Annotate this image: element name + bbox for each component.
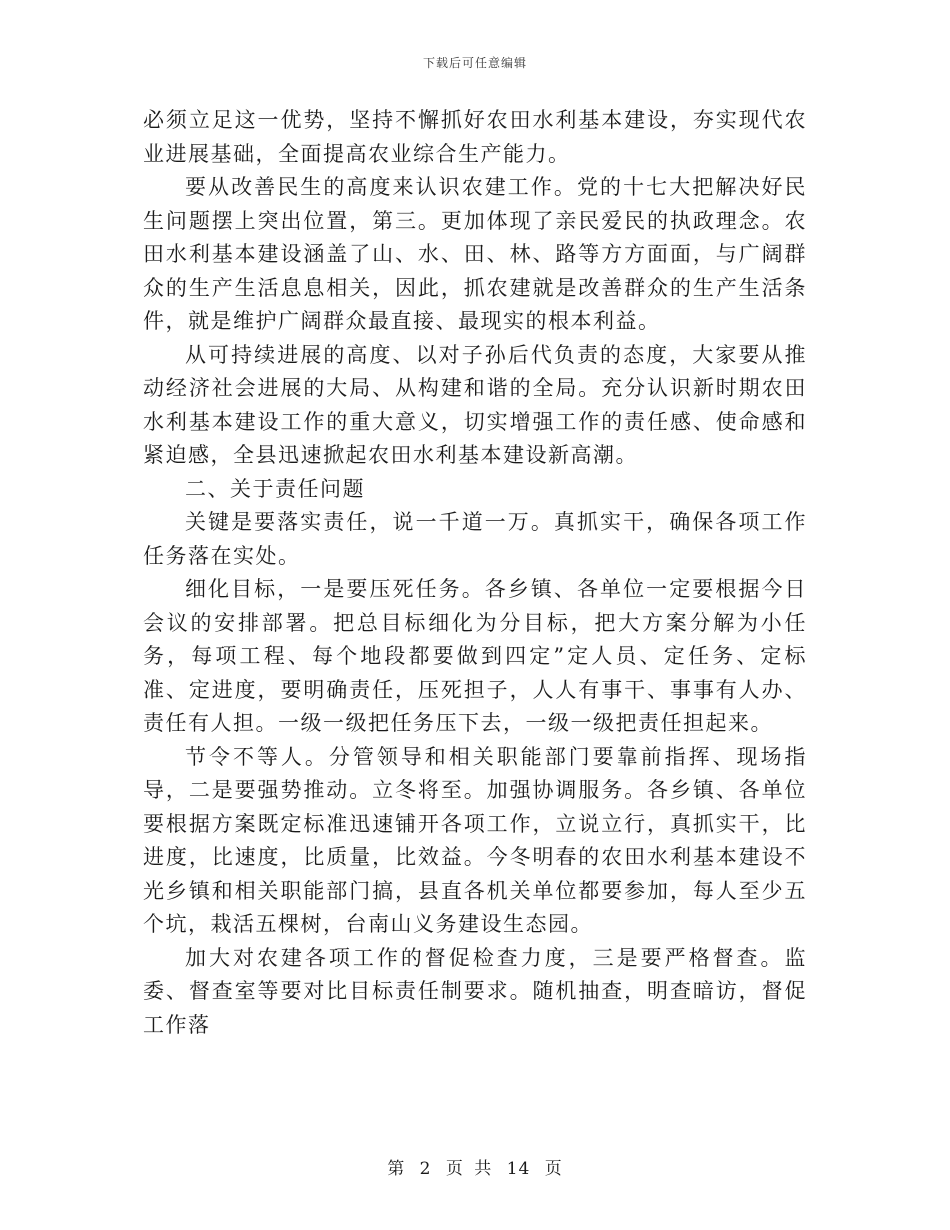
paragraph-8: 加大对农建各项工作的督促检查力度，三是要严格督查。监委、督查室等要对比目标责任制要求。随机抽查，明查暗访，督促工作落	[143, 945, 807, 1037]
document-body	[143, 104, 807, 1042]
section-heading: 二、关于责任问题	[185, 476, 365, 501]
paragraph-7: 节令不等人。分管领导和相关职能部门要靠前指挥、现场指导，二是要强势推动。立冬将至。加强协调服务。各乡镇、各单位要根据方案既定标准迅速铺开各项工作，立说立行，真抓实干，比进度，比速度，比质量，比效益。今冬明春的农田水利基本建设不光乡镇和相关职能部门搞，县直各机关单位都要参加，每人至少五个坑，栽活五棵树，台南山义务建设生态园。	[143, 744, 807, 936]
footer-current-page: 2	[419, 1159, 432, 1179]
paragraph-6: 细化目标，一是要压死任务。各乡镇、各单位一定要根据今日会议的安排部署。把总目标细化为分目标，把大方案分解为小任务，每项工程、每个地段都要做到四定”定人员、定任务、定标准、定进度，要明确责任，压死担子，人人有事干、事事有人办、责任有人担。一级一级把任务压下去，一级一级把责任担起来。	[143, 577, 807, 735]
paragraph-2: 要从改善民生的高度来认识农建工作。党的十七大把解决好民生问题摆上突出位置，第三。更加体现了亲民爱民的执政理念。农田水利基本建设涵盖了山、水、田、林、路等方方面面，与广阔群众的生产生活息息相关，因此，抓农建就是改善群众的生产生活条件，就是维护广阔群众最直接、最现实的根本利益。	[143, 175, 807, 333]
footer-prefix: 第	[387, 1159, 406, 1179]
paragraph-3: 从可持续进展的高度、以对子孙后代负责的态度，大家要从推动经济社会进展的大局、从构建和谐的全局。充分认识新时期农田水利基本建设工作的重大意义，切实增强工作的责任感、使命感和紧迫感，全县迅速掀起农田水利基本建设新高潮。	[143, 342, 807, 467]
footer-suffix: 页	[544, 1159, 563, 1179]
paragraph-1: 必须立足这一优势，坚持不懈抓好农田水利基本建设，夯实现代农业进展基础，全面提高农业综合生产能力。	[143, 108, 807, 166]
header-note: 下载后可任意编辑	[422, 56, 527, 70]
footer-total-pages: 14	[506, 1159, 531, 1179]
footer-middle: 页 共	[445, 1159, 493, 1179]
paragraph-5: 关键是要落实责任，说一千道一万。真抓实干，确保各项工作任务落在实处。	[143, 510, 807, 568]
page-footer	[0, 1154, 950, 1179]
